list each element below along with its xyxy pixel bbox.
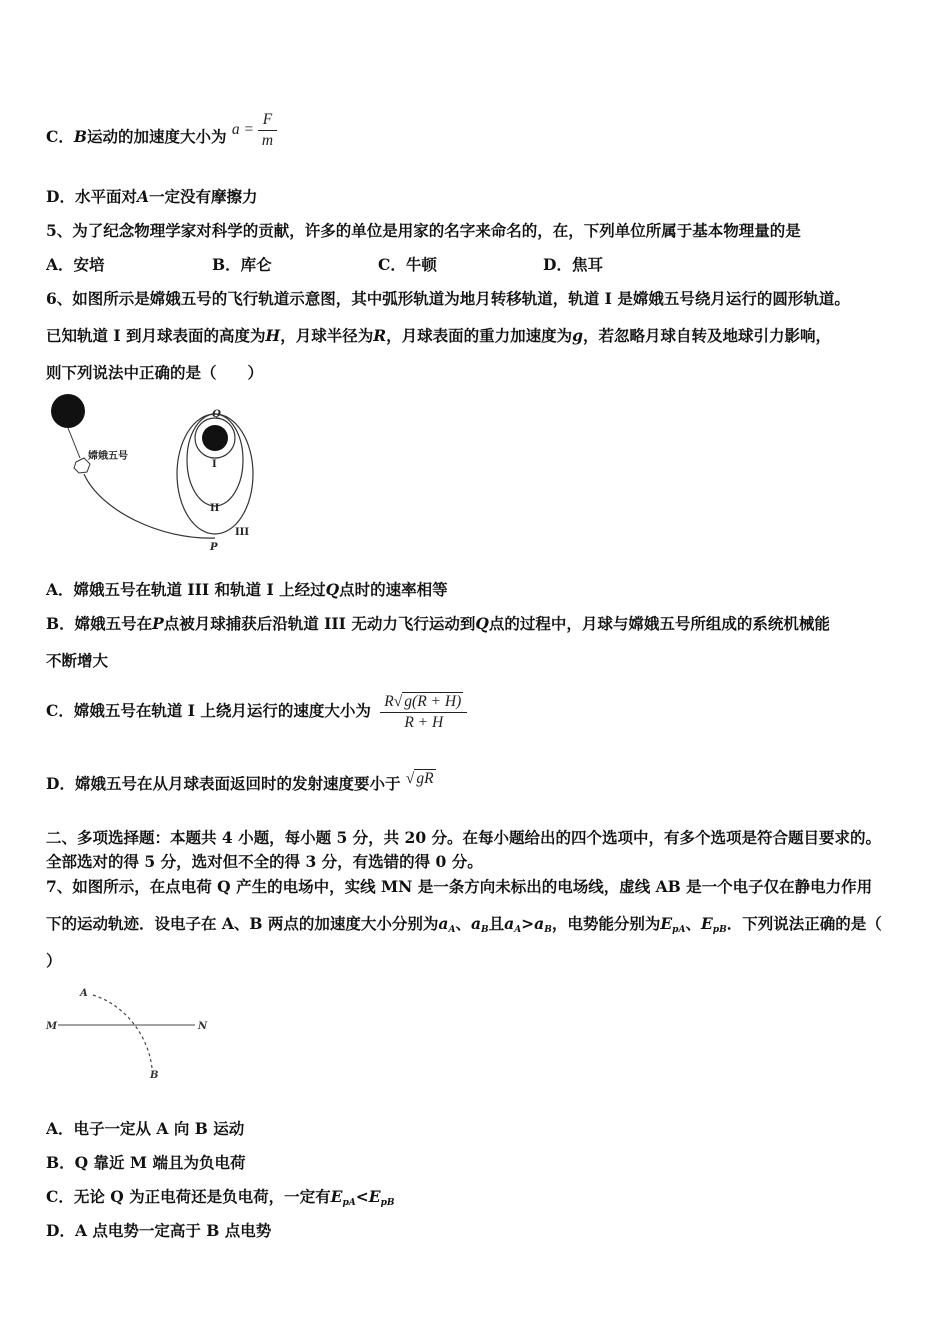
point-a-label: A xyxy=(80,988,88,999)
fraction xyxy=(258,110,277,151)
sub: pB xyxy=(380,1198,395,1208)
q7-option-a xyxy=(46,1119,244,1139)
option-label: A． xyxy=(46,580,74,599)
formula-orbit-speed xyxy=(380,692,467,733)
trajectory-ab xyxy=(93,995,152,1068)
formula-sqrt-gr: √ gR xyxy=(405,770,434,787)
sub: A xyxy=(448,925,456,935)
var-a: a xyxy=(504,914,515,933)
q7-stem-line2 xyxy=(46,914,882,940)
section2-line1: 二、多项选择题：本题共 4 小题，每小题 5 分，共 20 分。在每小题给出的四个选项中，有多个选项是符合题目要求的。 xyxy=(46,828,882,847)
text: ，电势能分别为 xyxy=(551,914,661,933)
text: ，月球表面的重力加速度为 xyxy=(386,326,573,345)
q4-option-d xyxy=(46,187,258,207)
q7-option-b xyxy=(46,1153,245,1173)
text: 、 xyxy=(455,914,471,933)
option-label: C． xyxy=(46,1187,74,1206)
option-label: D． xyxy=(46,187,75,206)
q6-option-b-line2: 不断增大 xyxy=(46,651,109,670)
option-text: 一定没有摩擦力 xyxy=(149,187,258,206)
earth-icon xyxy=(51,394,85,428)
sqrt-content: gR xyxy=(416,770,434,787)
craft-label: 嫦娥五号 xyxy=(88,451,128,462)
option-label: D． xyxy=(46,1221,75,1240)
option-text: 无论 Q 为正电荷还是负电荷，一定有 xyxy=(73,1187,331,1206)
text: 且 xyxy=(488,914,505,933)
option-text: 嫦娥五号在轨道 I 上绕月运行的速度大小为 xyxy=(73,701,371,720)
q6-orbit-figure xyxy=(40,390,270,560)
option-label: C． xyxy=(46,127,74,147)
q5-option-a xyxy=(46,255,105,275)
var-a: a xyxy=(470,914,482,933)
option-text: 库仑 xyxy=(240,255,272,274)
option-text: Q 靠近 M 端且为负电荷 xyxy=(74,1153,246,1172)
q7-stem-line3: ） xyxy=(46,951,62,970)
var-a: a xyxy=(438,914,449,933)
option-label: B． xyxy=(46,1153,75,1172)
sub: B xyxy=(544,925,552,935)
option-text: 嫦娥五号在轨道 III 和轨道 I 上经过 xyxy=(73,580,326,599)
var-a: A xyxy=(136,187,149,206)
sub: pA xyxy=(672,925,686,935)
sub: pB xyxy=(712,925,727,935)
transfer-orbit xyxy=(84,474,215,538)
sqrt-content: g(R + H) xyxy=(404,692,462,710)
option-text: 电子一定从 A 向 B 运动 xyxy=(73,1119,245,1138)
fraction-num: F xyxy=(258,110,277,131)
option-text: 点被月球捕获后沿轨道 III 无动力飞行运动到 xyxy=(163,614,476,633)
var-r: R xyxy=(373,326,387,345)
var-e: E xyxy=(700,914,713,933)
sub: pA xyxy=(342,1198,356,1208)
text: < xyxy=(355,1187,369,1206)
var-q: Q xyxy=(475,614,489,633)
sub: B xyxy=(481,925,489,935)
var-h: H xyxy=(265,326,281,345)
q6-stem-line1: 6、如图所示是嫦娥五号的飞行轨道示意图，其中弧形轨道为地月转移轨道，轨道 I 是嫦娥五号绕月运行的圆形轨道。 xyxy=(46,289,850,308)
option-text: A 点电势一定高于 B 点电势 xyxy=(74,1221,272,1240)
option-label: B． xyxy=(46,614,75,633)
var-e: E xyxy=(660,914,673,933)
var-q: Q xyxy=(325,580,340,599)
fraction-den: R + H xyxy=(404,713,444,731)
option-label: A． xyxy=(46,255,74,274)
option-label: A． xyxy=(46,1119,74,1138)
q6-option-c xyxy=(46,686,467,736)
q5-option-d xyxy=(543,255,603,275)
option-text: 嫦娥五号在从月球表面返回时的发射速度要小于 xyxy=(74,774,401,793)
var-r: R xyxy=(384,692,394,710)
option-text: 运动的加速度大小为 xyxy=(86,127,227,147)
q5-option-b xyxy=(212,255,272,275)
point-n-label: N xyxy=(198,1021,208,1032)
orbit-i-label: I xyxy=(212,459,217,470)
q7-option-c xyxy=(46,1187,394,1213)
text: 下的运动轨迹．设电子在 A、B 两点的加速度大小分别为 xyxy=(46,914,439,933)
var-a: a xyxy=(534,914,545,933)
text: > xyxy=(521,914,535,933)
q6-stem-line3: 则下列说法中正确的是（ ） xyxy=(46,363,264,382)
section2-line2: 全部选对的得 5 分，选对但不全的得 3 分，有选错的得 0 分。 xyxy=(46,852,483,871)
point-b-label: B xyxy=(150,1070,159,1081)
option-text: 安培 xyxy=(73,255,105,274)
var-b: B xyxy=(73,127,87,147)
point-m-label: M xyxy=(46,1021,58,1032)
q4-option-c xyxy=(46,111,277,159)
q5-option-c xyxy=(378,255,437,275)
transfer-line xyxy=(68,428,80,458)
option-text: 水平面对 xyxy=(74,187,137,206)
sub: A xyxy=(514,925,522,935)
text: 、 xyxy=(685,914,701,933)
q6-stem-line2 xyxy=(46,326,831,346)
q5-stem: 5、为了纪念物理学家对科学的贡献，许多的单位是用家的名字来命名的，在，下列单位所属于基本物理量的是 xyxy=(46,221,801,240)
var-p: P xyxy=(152,614,164,633)
q6-option-a xyxy=(46,580,448,600)
fraction-den: m xyxy=(261,132,274,149)
option-text: 点时的速率相等 xyxy=(339,580,448,599)
fraction-num: R√ g(R + H) xyxy=(380,692,467,713)
q6-option-b xyxy=(46,614,830,634)
q6-option-d xyxy=(46,770,436,795)
q7-field-figure xyxy=(40,980,220,1085)
q7-option-d xyxy=(46,1221,271,1241)
option-label: C． xyxy=(378,255,406,274)
option-text: 焦耳 xyxy=(571,255,603,274)
text: ．下列说法正确的是（ xyxy=(726,914,882,933)
moon-icon xyxy=(202,425,228,451)
option-label: B． xyxy=(212,255,241,274)
var-e: E xyxy=(330,1187,343,1206)
option-label: D． xyxy=(46,774,75,793)
var-g: g xyxy=(572,326,583,345)
option-text: 点的过程中，月球与嫦娥五号所组成的系统机械能 xyxy=(488,614,830,633)
text: ，月球半径为 xyxy=(280,326,374,345)
var-e: E xyxy=(368,1187,381,1206)
option-text: 牛顿 xyxy=(405,255,437,274)
formula-a-f-over-m xyxy=(231,111,277,149)
orbit-ii-label: II xyxy=(210,503,220,514)
option-label: D． xyxy=(543,255,572,274)
q7-stem-line1: 7、如图所示，在点电荷 Q 产生的电场中，实线 MN 是一条方向未标出的电场线，虚线 AB 是一个电子仅在静电力作用 xyxy=(46,877,873,896)
point-p-label: P xyxy=(210,542,218,553)
orbit-iii-label: III xyxy=(235,527,250,538)
formula-lhs: a = xyxy=(231,121,254,139)
option-label: C． xyxy=(46,701,74,720)
text: ，若忽略月球自转及地球引力影响， xyxy=(582,326,831,345)
point-q-label: Q xyxy=(212,409,221,420)
text: 已知轨道 I 到月球表面的高度为 xyxy=(46,326,266,345)
option-text: 嫦娥五号在 xyxy=(74,614,153,633)
